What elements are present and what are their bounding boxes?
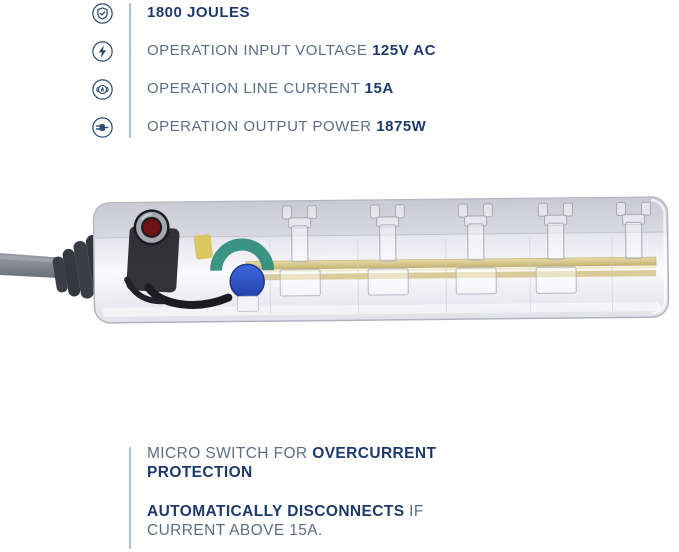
footer-paragraph-disconnect bbox=[147, 502, 463, 540]
shield-check-icon bbox=[92, 3, 113, 24]
footer-divider-line bbox=[129, 447, 131, 549]
power-strip-case bbox=[93, 197, 668, 323]
spec-text-bold: 125V AC bbox=[372, 42, 436, 59]
footer-text-regular: MICRO SWITCH FOR bbox=[147, 445, 313, 462]
spec-text-regular: OPERATION OUTPUT POWER bbox=[147, 118, 377, 135]
spec-text-bold: 15A bbox=[364, 80, 394, 97]
voltage-bolt-icon bbox=[92, 41, 113, 62]
product-photo-power-strip bbox=[0, 183, 679, 348]
spec-row-current bbox=[92, 76, 394, 102]
spec-text bbox=[147, 76, 394, 102]
spec-text bbox=[147, 114, 426, 140]
yellow-component bbox=[193, 234, 213, 260]
spec-row-voltage bbox=[92, 38, 436, 64]
spec-text bbox=[147, 38, 436, 64]
spec-row-joules bbox=[92, 0, 250, 26]
spec-text-bold: 1800 JOULES bbox=[147, 4, 251, 21]
plug-icon bbox=[92, 117, 113, 138]
white-terminal-block bbox=[237, 296, 258, 311]
footer-text-regular: IF CURRENT ABOVE 15A. bbox=[147, 503, 424, 539]
footer-text-bold: OVERCURRENT PROTECTION bbox=[147, 445, 437, 481]
blue-component bbox=[230, 264, 264, 298]
footer-text-bold: AUTOMATICALLY DISCONNECTS bbox=[147, 503, 405, 520]
spec-text-regular: OPERATION LINE CURRENT bbox=[147, 80, 365, 97]
spec-row-power bbox=[92, 114, 426, 140]
spec-text-bold: 1875W bbox=[376, 118, 427, 135]
footer-text-block bbox=[147, 444, 463, 540]
spec-text-regular: OPERATION INPUT VOLTAGE bbox=[147, 42, 373, 59]
spec-list bbox=[0, 0, 679, 150]
spec-text bbox=[147, 0, 250, 26]
footer-paragraph-overcurrent bbox=[147, 444, 463, 482]
ammeter-icon bbox=[92, 79, 113, 100]
